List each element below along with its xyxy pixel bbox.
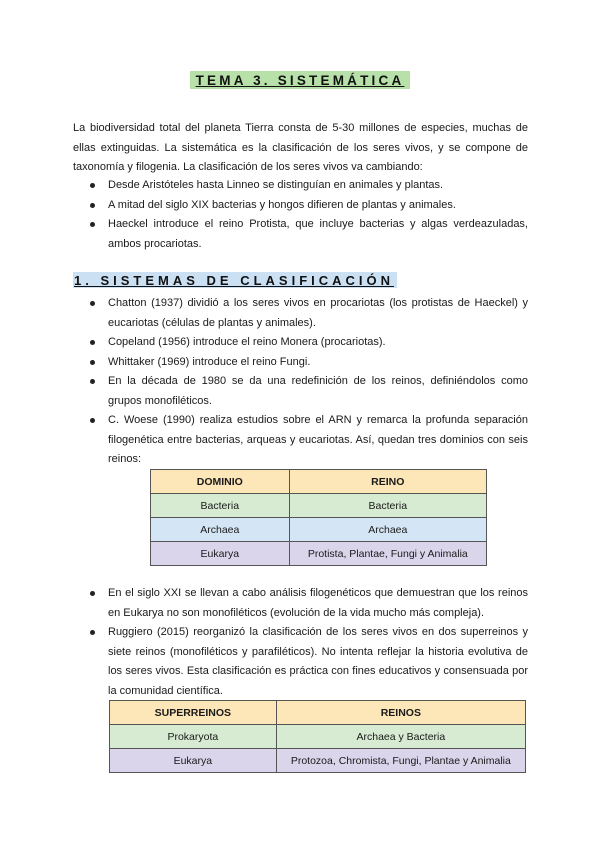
- bullet-icon: [90, 203, 95, 208]
- list-item-text: C. Woese (1990) realiza estudios sobre el ARN y remarca la profunda separación filogenética entre bacterias, arqueas y eucariotas. Así, quedan tres dominios con seis reinos:: [108, 414, 528, 465]
- bullet-icon: [90, 222, 95, 227]
- bullet-icon: [90, 301, 95, 306]
- list-item: [90, 353, 528, 373]
- section-bullet-list-2: [90, 584, 528, 701]
- section-bullet-list: [90, 294, 528, 470]
- table-cell: Eukarya: [151, 542, 290, 566]
- bullet-icon: [90, 418, 95, 423]
- table-cell: Protozoa, Chromista, Fungi, Plantae y Animalia: [276, 749, 525, 773]
- list-item: [90, 584, 528, 623]
- table-header-row: [151, 470, 487, 494]
- table-cell: Bacteria: [289, 494, 486, 518]
- list-item-text: Copeland (1956) introduce el reino Monera (procariotas).: [108, 336, 386, 348]
- table-header-cell: DOMINIO: [151, 470, 290, 494]
- table-header-row: [110, 701, 526, 725]
- section-heading: 1. SISTEMAS DE CLASIFICACIÓN: [73, 272, 397, 288]
- table-row: [151, 518, 487, 542]
- list-item-text: En la década de 1980 se da una redefinición de los reinos, definiéndolos como grupos monofiléticos.: [108, 375, 528, 407]
- list-item: [90, 411, 528, 470]
- title-container: [0, 71, 600, 90]
- bullet-icon: [90, 630, 95, 635]
- list-item: [90, 294, 528, 333]
- table-cell: Archaea y Bacteria: [276, 725, 525, 749]
- table-header-cell: REINOS: [276, 701, 525, 725]
- list-item-text: En el siglo XXI se llevan a cabo análisis filogenéticos que demuestran que los reinos en Eukarya no son monofiléticos (evolución de la vida mucho más compleja).: [108, 587, 528, 619]
- list-item-text: Haeckel introduce el reino Protista, que incluye bacterias y algas verdeazuladas, ambos procariotas.: [108, 218, 528, 250]
- section-heading-container: [73, 272, 397, 290]
- bullet-icon: [90, 360, 95, 365]
- table-row: [110, 725, 526, 749]
- list-item-text: Ruggiero (2015) reorganizó la clasificación de los seres vivos en dos superreinos y siete reinos (monofiléticos y parafiléticos). No intenta reflejar la historia evolutiva de los seres vivos. Esta clasificación es práctica con fines educativos y consensuada por la comunidad científica.: [108, 626, 528, 697]
- list-item-text: A mitad del siglo XIX bacterias y hongos difieren de plantas y animales.: [108, 198, 456, 211]
- domains-table: [150, 469, 487, 566]
- bullet-icon: [90, 183, 95, 188]
- table-header-cell: REINO: [289, 470, 486, 494]
- intro-bullet-list: [90, 176, 528, 254]
- bullet-icon: [90, 340, 95, 345]
- table-row: [151, 542, 487, 566]
- table-row: [151, 494, 487, 518]
- list-item: [90, 623, 528, 701]
- bullet-icon: [90, 591, 95, 596]
- page-title: TEMA 3. SISTEMÁTICA: [190, 71, 411, 89]
- list-item-text: Desde Aristóteles hasta Linneo se distinguían en animales y plantas.: [108, 179, 444, 191]
- table-cell: Archaea: [289, 518, 486, 542]
- list-item: [90, 176, 528, 196]
- table-cell: Prokaryota: [110, 725, 277, 749]
- superkingdoms-table: [109, 700, 526, 773]
- bullet-icon: [90, 379, 95, 384]
- table-header-cell: SUPERREINOS: [110, 701, 277, 725]
- table-cell: Archaea: [151, 518, 290, 542]
- table-row: [110, 749, 526, 773]
- list-item-text: Whittaker (1969) introduce el reino Fungi.: [108, 355, 311, 368]
- list-item: [90, 215, 528, 254]
- list-item: [90, 333, 528, 353]
- intro-paragraph: La biodiversidad total del planeta Tierra consta de 5-30 millones de especies, muchas de ellas extinguidas. La sistemática es la clasificación de los seres vivos, y se compone de taxonomía y filogenia. La clasificación de los seres vivos va cambiando:: [73, 122, 528, 173]
- table-cell: Protista, Plantae, Fungi y Animalia: [289, 542, 486, 566]
- list-item: [90, 372, 528, 411]
- list-item-text: Chatton (1937) dividió a los seres vivos en procariotas (los protistas de Haeckel) y eucariotas (células de plantas y animales).: [108, 297, 528, 329]
- table-cell: Eukarya: [110, 749, 277, 773]
- table-cell: Bacteria: [151, 494, 290, 518]
- list-item: [90, 196, 528, 216]
